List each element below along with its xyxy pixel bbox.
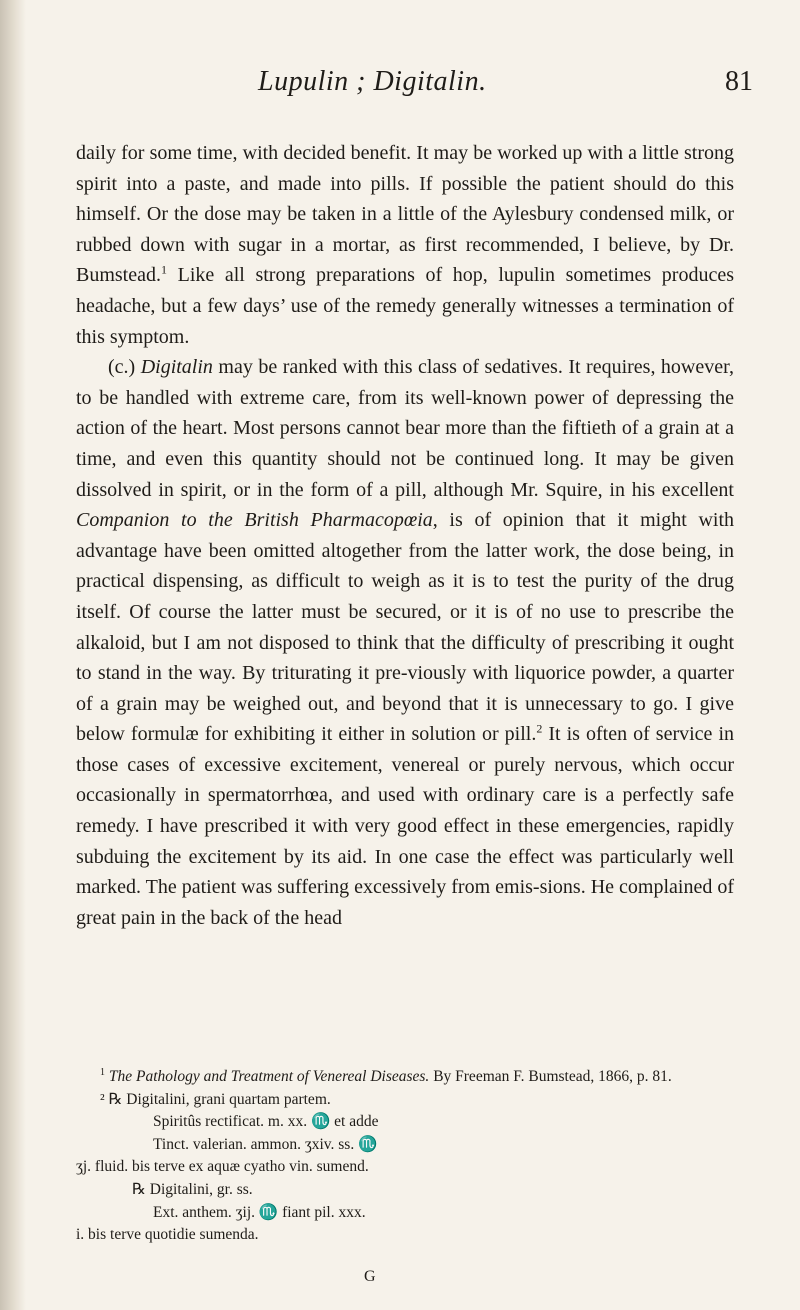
rx-line: i. bis terve quotidie sumenda.	[76, 1226, 259, 1244]
footnotes	[76, 1066, 734, 1247]
body-text	[76, 138, 734, 933]
rx-line: Tinct. valerian. ammon. ʒxiv. ss. ♏	[153, 1135, 378, 1153]
footnote-1: $^1$ The Pathology and Treatment of Venereal Diseases. By Freeman F. Bumstead, 1866, p. 81.	[100, 1066, 672, 1085]
rx-line: ʒj. fluid. bis terve ex aquæ cyatho vin. sumend.	[76, 1158, 369, 1176]
paragraph-lupulin: daily for some time, with decided benefit. It may be worked up with a little strong spirit into a paste, and made into pills. If possible the patient should do this himself. Or the dose may be taken in a little of the Aylesbury condensed milk, or rubbed down with sugar in a mortar, as first recommended, I believe, by Dr. Bumstead.$^1$ Like all strong preparations of hop, lupulin sometimes produces headache, but a few days’ use of the remedy generally witnesses a termination of this symptom.	[76, 142, 734, 348]
footnote-ref-1: 1	[161, 262, 167, 277]
running-head-title: Lupulin ; Digitalin.	[258, 66, 487, 97]
running-head	[0, 66, 800, 106]
rx-line: ² ℞ Digitalini, grani quartam partem.	[100, 1090, 331, 1108]
rx-line: ℞ Digitalini, gr. ss.	[132, 1180, 253, 1198]
book-title: Companion to the British Pharmacopœia	[76, 509, 433, 532]
page-number: 81	[725, 66, 753, 97]
paragraph-digitalin: (c.) Digitalin may be ranked with this class of sedatives. It requires, however, to be handled with extreme care, from its well-known power of depressing the action of the heart. Most persons cannot bear more than the fiftieth of a grain at a time, and even this quantity should not be continued long. It may be given dissolved in spirit, or in the form of a pill, although Mr. Squire, in his excellent Companion to the British Pharmacopœia, is of opinion that it might with advantage have been omitted altogether from the latter work, the dose being, in practical dispensing, as difficult to weigh as it is to test the purity of the drug itself. Of course the latter must be secured, or it is of no use to prescribe the alkaloid, but I am not disposed to think that the difficulty of prescribing it ought to stand in the way. By triturating it pre-viously with liquorice powder, a quarter of a grain may be weighed out, and beyond that it is unnecessary to go. I give below formulæ for exhibiting it either in solution or pill.$^2$ It is often of service in those cases of excessive excitement, venereal or purely nervous, which occur occasionally in spermatorrhœa, and used with ordinary care is a perfectly safe remedy. I have prescribed it with very good effect in these emergencies, rapidly subduing the excitement by its aid. In one case the effect was particularly well marked. The patient was suffering excessively from emis-sions. He complained of great pain in the back of the head	[76, 356, 735, 929]
page-binding-shadow	[0, 0, 26, 1310]
term-digitalin: Digitalin	[140, 356, 213, 379]
rx-line: Spiritûs rectificat. m. xx. ♏ et adde	[153, 1113, 379, 1131]
section-label: (c.)	[108, 356, 141, 379]
footnote-ref-2: 2	[536, 721, 543, 736]
signature-mark: G	[364, 1268, 376, 1285]
footnote-2-prescription	[76, 1089, 734, 1247]
rx-line: Ext. anthem. ʒij. ♏ fiant pil. xxx.	[153, 1203, 366, 1221]
